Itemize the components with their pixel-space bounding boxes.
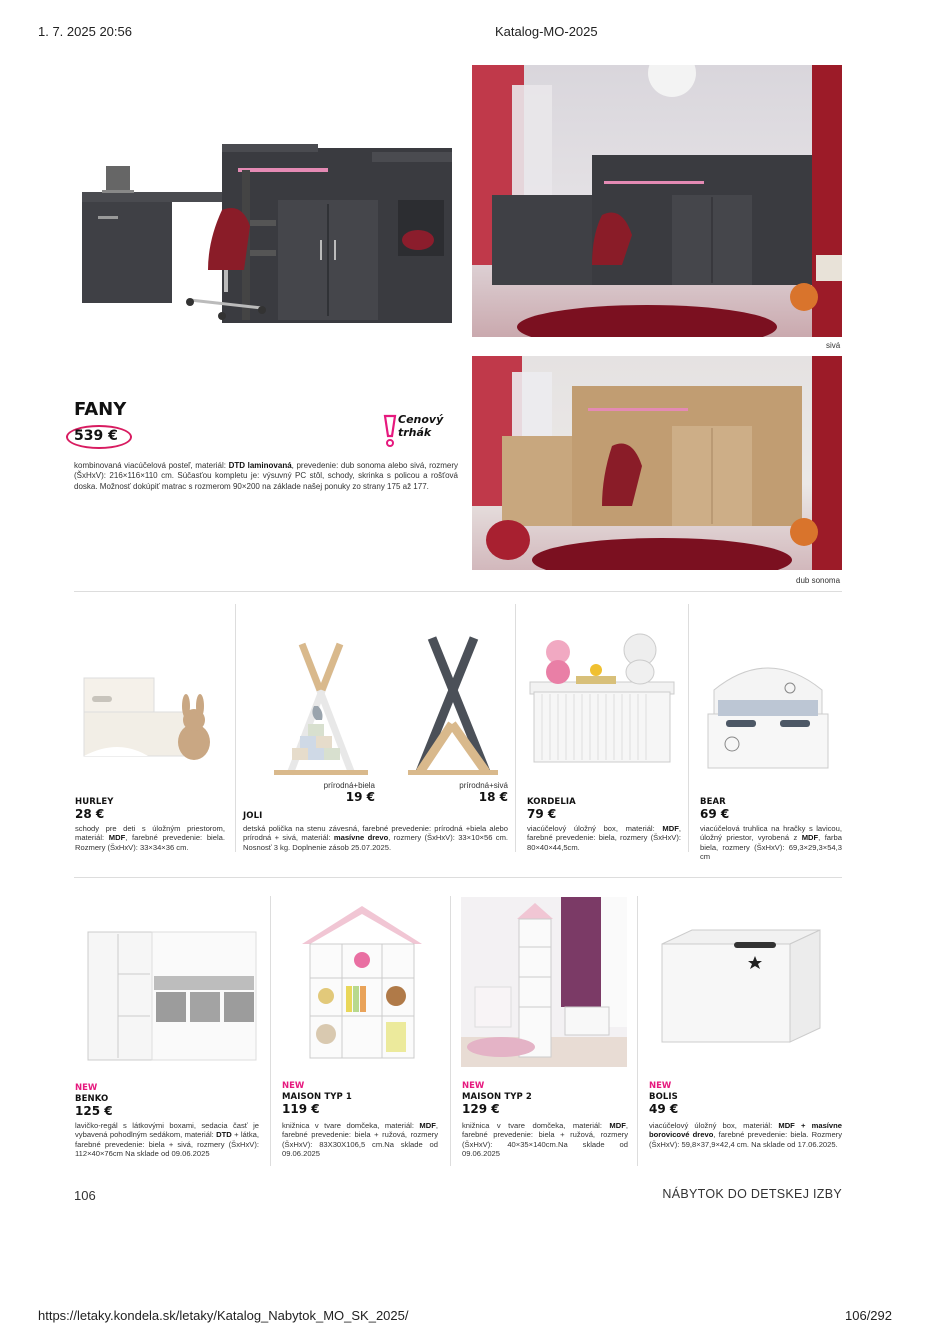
bear-price: 69 € [700, 807, 730, 821]
benko-name: BENKO [75, 1094, 109, 1104]
caption-grey: sivá [826, 341, 841, 350]
bear-image [704, 660, 832, 772]
maison1-image [298, 904, 426, 1062]
divider-top [74, 591, 842, 592]
joli-grey-image [402, 634, 502, 778]
fany-description: kombinovaná viacúčelová posteľ, materiál: DTD laminovaná, prevedenie: dub sonoma alebo sivá, rozmery (ŠxHxV): 216×116×110 cm. Súčasťou kompletu je: výsuvný PC stôl, schody, skrinka s policou a rošťová doska. Možnosť dokúpiť matrac s rozmerom 90×200 na základe našej ponuky zo strany 175 až 177. [74, 461, 459, 491]
col-divider [450, 896, 451, 1166]
badge-line2: trhák [398, 426, 432, 439]
cenovy-trhak-badge [383, 414, 455, 448]
maison2-description: knižnica v tvare domčeka, materiál: MDF, farebné prevedenie: biela + ružová, rozmery (ŠxHxV): 40×35×140cm.Na sklade od 09.06.2025 [462, 1121, 628, 1159]
bolis-new-tag: NEW [649, 1081, 672, 1091]
fany-title: FANY [74, 399, 127, 420]
print-title: Katalog-MO-2025 [495, 24, 598, 39]
bear-description: viacúčelová truhlica na hračky s lavicou, úložný priestor, vyrobená z MDF, farba biela, rozmery (ŠxHxV): 69,3×29,3×54,3 cm [700, 824, 842, 862]
bolis-description: viacúčelový úložný box, materiál: MDF + masívne borovicové drevo, farebné prevedenie: biela. Rozmery (ŠxHxV): 59,8×37,9×42,4 cm. Na sklade od 17.06.2025. [649, 1121, 842, 1149]
col-divider [515, 604, 516, 852]
joli-white-image [270, 640, 372, 778]
bolis-image [656, 926, 824, 1046]
col-divider [688, 604, 689, 852]
kordelia-price: 79 € [527, 807, 557, 821]
hurley-price: 28 € [75, 807, 105, 821]
maison1-price: 119 € [282, 1102, 320, 1116]
joli-variant2-price: 18 € [478, 790, 508, 804]
maison2-new-tag: NEW [462, 1081, 485, 1091]
fany-grey-room-photo [472, 65, 842, 337]
caption-oak: dub sonoma [796, 576, 841, 585]
kordelia-description: viacúčelový úložný box, materiál: MDF, farebné prevedenie: biela, rozmery (ŠxHxV): 80×40×44,5cm. [527, 824, 681, 852]
kordelia-name: KORDELIA [527, 797, 576, 807]
maison1-new-tag: NEW [282, 1081, 305, 1091]
print-page-count: 106/292 [845, 1308, 892, 1323]
badge-line1: Cenový [398, 413, 444, 426]
joli-description: detská polička na stenu závesná, farebné prevedenie: prírodná +biela alebo prírodná + sivá, materiál: masívne drevo, rozmery (ŠxHxV): 33×10×56 cm. Nosnosť 3 kg. Doplnenie zásob 25.07.2025. [243, 824, 508, 852]
joli-variant1-price: 19 € [345, 790, 375, 804]
print-url-link[interactable]: https://letaky.kondela.sk/letaky/Katalog_Nabytok_MO_SK_2025/ [38, 1308, 409, 1323]
benko-image [84, 926, 260, 1064]
hurley-description: schody pre deti s úložným priestorom, materiál: MDF, farebné prevedenie: biela. Rozmery (ŠxHxV): 33×34×36 cm. [75, 824, 225, 852]
print-datetime: 1. 7. 2025 20:56 [38, 24, 132, 39]
bear-name: BEAR [700, 797, 726, 807]
kordelia-image [524, 630, 680, 768]
maison1-name: MAISON TYP 1 [282, 1092, 352, 1102]
joli-name: JOLI [243, 811, 263, 821]
section-title: NÁBYTOK DO DETSKEJ IZBY [662, 1187, 842, 1201]
divider-middle [74, 877, 842, 878]
col-divider [235, 604, 236, 852]
maison2-room-photo [461, 897, 627, 1067]
bolis-price: 49 € [649, 1102, 679, 1116]
joli-variant1-label: prírodná+biela [323, 781, 375, 790]
col-divider [270, 896, 271, 1166]
exclamation-icon [383, 414, 397, 448]
benko-new-tag: NEW [75, 1083, 98, 1093]
page-number: 106 [74, 1188, 96, 1203]
maison1-description: knižnica v tvare domčeka, materiál: MDF, farebné prevedenie: biela + ružová, rozmery (ŠxHxV): 83X30X106,5 cm.Na sklade od 09.06.2025 [282, 1121, 438, 1159]
fany-oak-room-photo [472, 356, 842, 570]
fany-price: 539 € [74, 428, 118, 444]
fany-grey-product-image [72, 130, 464, 330]
hurley-name: HURLEY [75, 797, 114, 807]
maison2-price: 129 € [462, 1102, 500, 1116]
benko-price: 125 € [75, 1104, 113, 1118]
bolis-name: BOLIS [649, 1092, 678, 1102]
col-divider [637, 896, 638, 1166]
joli-variant2-label: prírodná+sivá [459, 781, 508, 790]
hurley-image [78, 672, 228, 772]
maison2-name: MAISON TYP 2 [462, 1092, 532, 1102]
benko-description: lavičko-regál s látkovými boxami, sedacia časť je vybavená pohodlným sedákom, materiál: DTD + látka, farebné prevedenie: biela + sivá, rozmery (ŠxHxV): 112×40×76cm Na sklade od 09.06.2025 [75, 1121, 260, 1159]
